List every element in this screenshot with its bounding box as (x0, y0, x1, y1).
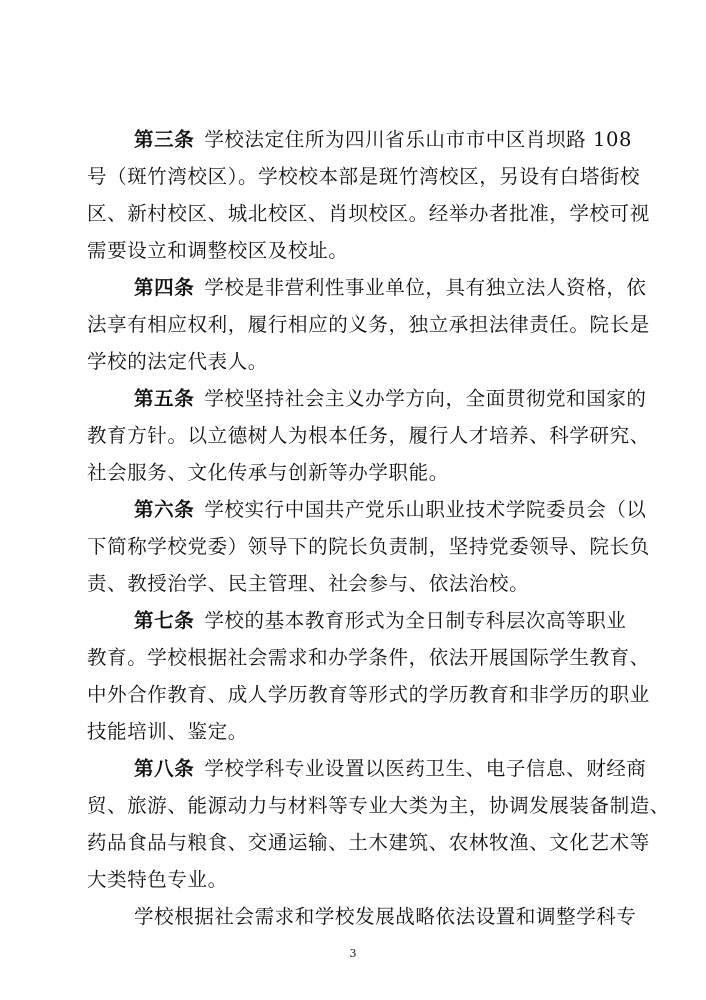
article-8-line-1 (134, 756, 647, 782)
page-number: 3 (349, 947, 357, 960)
article-5-text-1: 学校坚持社会主义办学方向，全面贯彻党和国家的 (204, 387, 647, 410)
article-6-line-2: 下简称学校党委）领导下的院长负责制，坚持党委领导、院长负 (87, 535, 650, 558)
article-3-text-1: 学校法定住所为四川省乐山市市中区肖坝路 108 (204, 128, 633, 151)
article-4-label: 第四条 (134, 276, 195, 299)
article-5-line-3: 社会服务、文化传承与创新等办学职能。 (87, 461, 449, 484)
article-4-text-1: 学校是非营利性事业单位，具有独立法人资格，依 (204, 276, 647, 299)
article-8-text-1: 学校学科专业设置以医药卫生、电子信息、财经商 (204, 757, 647, 780)
article-8-line-2: 贸、旅游、能源动力与材料等专业大类为主，协调发展装备制造、 (87, 794, 670, 817)
article-3-label: 第三条 (134, 128, 195, 151)
article-4-line-3: 学校的法定代表人。 (87, 350, 268, 373)
article-5-label: 第五条 (134, 387, 195, 410)
article-6-text-1: 学校实行中国共产党乐山职业技术学院委员会（以 (204, 498, 647, 521)
article-7-line-3: 中外合作教育、成人学历教育等形式的学历教育和非学历的职业 (87, 683, 650, 706)
article-3-line-2: 号（斑竹湾校区）。学校校本部是斑竹湾校区，另设有白塔街校 (87, 165, 641, 188)
paragraph-9-line-1: 学校根据社会需求和学校发展战略依法设置和调整学科专 (134, 905, 637, 928)
article-8-label: 第八条 (134, 757, 195, 780)
article-5-line-1 (134, 386, 647, 412)
article-4-line-2: 法享有相应权利，履行相应的义务，独立承担法律责任。院长是 (87, 313, 650, 336)
article-7-line-1 (134, 608, 626, 634)
article-3-line-1 (134, 127, 632, 153)
article-6-label: 第六条 (134, 498, 195, 521)
article-8-line-4: 大类特色专业。 (87, 868, 228, 891)
article-3-line-3: 区、新村校区、城北校区、肖坝校区。经举办者批准，学校可视 (87, 202, 650, 225)
article-5-line-2: 教育方针。以立德树人为根本任务，履行人才培养、科学研究、 (87, 424, 650, 447)
article-7-line-2: 教育。学校根据社会需求和办学条件，依法开展国际学生教育、 (87, 646, 650, 669)
article-6-line-1 (134, 497, 647, 523)
article-7-label: 第七条 (134, 609, 195, 632)
article-8-line-3: 药品食品与粮食、交通运输、土木建筑、农林牧渔、文化艺术等 (87, 831, 650, 854)
article-7-text-1: 学校的基本教育形式为全日制专科层次高等职业 (204, 609, 627, 632)
article-7-line-4: 技能培训、鉴定。 (87, 720, 248, 743)
article-3-line-4: 需要设立和调整校区及校址。 (87, 239, 349, 262)
article-4-line-1 (134, 275, 647, 301)
article-6-line-3: 责、教授治学、民主管理、社会参与、依法治校。 (87, 572, 530, 595)
